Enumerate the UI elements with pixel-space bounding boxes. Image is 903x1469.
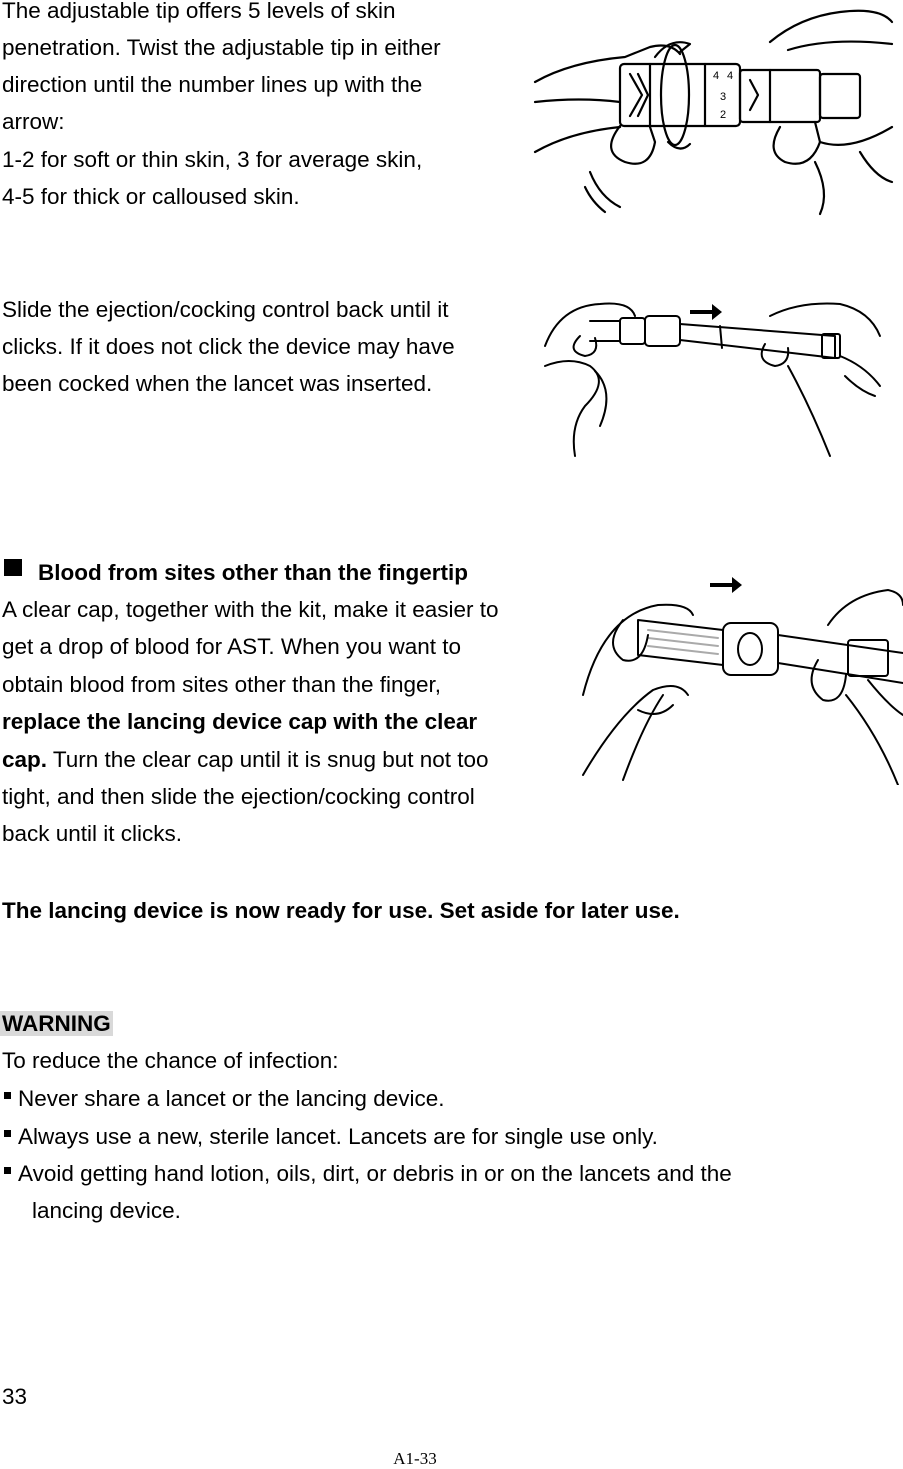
text-line-bold: replace the lancing device cap with the clear xyxy=(2,709,478,734)
dial-number: 3 xyxy=(720,91,727,103)
text-line: back until it clicks. xyxy=(2,821,183,846)
dial-number: 4 xyxy=(727,70,734,82)
warning-bullet: Never share a lancet or the lancing device. xyxy=(18,1086,445,1111)
text-line: arrow: xyxy=(2,109,65,134)
dial-number: 2 xyxy=(720,109,727,121)
text-line: penetration. Twist the adjustable tip in either xyxy=(2,35,441,60)
text-line: tight, and then slide the ejection/cocking control xyxy=(2,784,475,809)
dial-number: 4 xyxy=(713,70,720,82)
text-line: been cocked when the lancet was inserted. xyxy=(2,371,433,396)
clear-cap-illustration xyxy=(578,575,903,785)
text-line: Slide the ejection/cocking control back until it xyxy=(2,297,449,322)
twist-tip-illustration xyxy=(530,2,895,217)
small-square-bullet-icon xyxy=(4,1167,11,1174)
warning-bullet: Avoid getting hand lotion, oils, dirt, or debris in or on the lancets and the xyxy=(18,1161,732,1186)
text-line: The adjustable tip offers 5 levels of skin xyxy=(2,0,396,23)
text-line: clicks. If it does not click the device may have xyxy=(2,334,455,359)
small-square-bullet-icon xyxy=(4,1092,11,1099)
text-span: Turn the clear cap until it is snug but not too xyxy=(47,747,489,772)
cocking-illustration xyxy=(540,296,885,461)
text-line: A clear cap, together with the kit, make it easier to xyxy=(2,597,499,622)
warning-intro: To reduce the chance of infection: xyxy=(2,1048,339,1073)
bold-span: cap. xyxy=(2,747,48,772)
warning-bullet-continuation: lancing device. xyxy=(32,1198,181,1223)
small-square-bullet-icon xyxy=(4,1130,11,1137)
page-number: 33 xyxy=(2,1384,28,1409)
doc-code: A1-33 xyxy=(393,1449,437,1468)
square-bullet-icon xyxy=(4,559,22,576)
text-line xyxy=(2,741,489,778)
warning-label-text: WARNING xyxy=(2,1011,111,1036)
warning-label xyxy=(0,1005,113,1042)
text-line: 4-5 for thick or calloused skin. xyxy=(2,184,300,209)
text-line: obtain blood from sites other than the finger, xyxy=(2,672,442,697)
text-line: get a drop of blood for AST. When you want to xyxy=(2,634,462,659)
text-line: 1-2 for soft or thin skin, 3 for average skin, xyxy=(2,147,423,172)
text-line: direction until the number lines up with the xyxy=(2,72,423,97)
section-heading: Blood from sites other than the fingertip xyxy=(38,560,469,585)
warning-bullet: Always use a new, sterile lancet. Lancets are for single use only. xyxy=(18,1124,658,1149)
ready-note: The lancing device is now ready for use. Set aside for later use. xyxy=(2,898,680,923)
